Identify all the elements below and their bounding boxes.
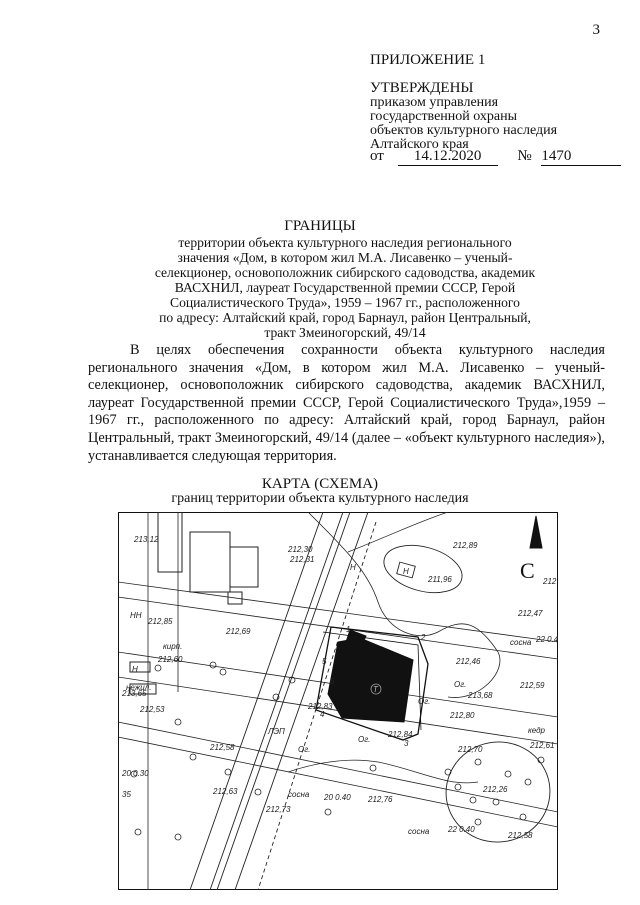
page-number: 3 — [592, 22, 600, 38]
map-label: 20 0.40 — [324, 793, 351, 802]
map-label: кирп. — [163, 642, 183, 651]
map-label: 2 — [421, 633, 426, 642]
date-prefix: от — [370, 148, 384, 164]
map-label: 3 — [404, 739, 409, 748]
map-label: 212,70 — [458, 745, 483, 754]
map-label: 22 0.40 — [448, 825, 475, 834]
heading-line: селекционер, основоположник сибирского садоводства, академик — [154, 265, 536, 280]
map-label: Ог. — [418, 697, 431, 706]
map-label: Н — [403, 567, 409, 576]
map-label: 212,46 — [456, 657, 481, 666]
map-label: 6 — [330, 677, 335, 686]
heading-subtitle — [110, 235, 580, 340]
approval-date: 14.12.2020 — [398, 148, 498, 166]
map-label: кедр — [528, 726, 546, 735]
map-label: 212,63 — [213, 787, 238, 796]
map-label: 213,68 — [468, 691, 493, 700]
approval-title: УТВЕРЖДЕНЫ — [370, 80, 474, 96]
heading-line: тракт Змеиногорский, 49/14 — [264, 325, 426, 340]
map-label: 212,83 — [308, 702, 333, 711]
map-label: 212 — [543, 577, 557, 586]
north-arrow-icon — [530, 516, 542, 548]
map-label: ЛЭП — [268, 727, 285, 736]
map-label: 22 0.4 — [536, 635, 558, 644]
map-label: 212,26 — [483, 785, 508, 794]
map-label: Н — [132, 665, 138, 674]
approval-line: Алтайского края — [370, 137, 469, 152]
map-label: Н — [350, 563, 356, 572]
map-label: Ог. — [454, 680, 467, 689]
map-label: 20 0.30 — [122, 769, 149, 778]
approval-line: приказом управления — [370, 95, 499, 110]
map-label: 211,96 — [428, 575, 452, 584]
map-label: 212,59 — [520, 681, 545, 690]
map-label: 213,12 — [134, 535, 159, 544]
approval-line: объектов культурного наследия — [370, 123, 558, 138]
map-label: 212,85 — [148, 617, 173, 626]
heading-line: территории объекта культурного наследия регионального — [178, 235, 512, 250]
heading-title: ГРАНИЦЫ — [284, 218, 356, 234]
map-label: 1 — [346, 625, 351, 634]
map-label: 212,69 — [226, 627, 251, 636]
map-label: 212,73 — [266, 805, 291, 814]
map-label: сосна — [288, 790, 310, 799]
map-label: 212,58 — [210, 743, 235, 752]
map-label: 212,53 — [140, 705, 165, 714]
map-label: 212,76 — [368, 795, 393, 804]
approval-number: 1470 — [541, 148, 621, 166]
map-label: 212,89 — [453, 541, 478, 550]
map-label: 4 — [320, 710, 325, 719]
map-title: КАРТА (СХЕМА) — [261, 476, 379, 492]
map-label: сосна — [408, 827, 430, 836]
map-subtitle: границ территории объекта культурного наследия — [171, 491, 469, 506]
map-label: 212,80 — [450, 711, 475, 720]
map-label: нежил. — [126, 683, 152, 692]
map-label: Ог. — [358, 735, 371, 744]
body-paragraph — [88, 342, 605, 465]
map-label: Т — [373, 685, 378, 694]
map-label: 212,61 — [530, 741, 555, 750]
number-prefix: № — [517, 148, 532, 164]
map-label: Ог. — [298, 745, 311, 754]
appendix-label: ПРИЛОЖЕНИЕ 1 — [370, 52, 486, 68]
heading-line: Социалистического Труда», 1959 – 1967 гг., расположенного — [170, 295, 520, 310]
map-label: 5 — [322, 657, 327, 666]
map-label: 213,65 — [122, 689, 147, 698]
approval-line: государственной охраны — [370, 109, 518, 124]
map-label: сосна — [510, 638, 532, 647]
heading-line: значения «Дом, в котором жил М.А. Лисавенко – ученый- — [177, 250, 513, 265]
map-label: 212,58 — [508, 831, 533, 840]
map-label: 212,47 — [518, 609, 543, 618]
map-label: 212,60 — [158, 655, 183, 664]
heritage-building — [328, 638, 413, 722]
approval-date-row — [370, 148, 621, 166]
map-label: 35 — [122, 790, 131, 799]
site-map — [118, 512, 558, 890]
heading-line: по адресу: Алтайский край, город Барнаул, район Центральный, — [159, 310, 531, 325]
map-label: 212,31 — [290, 555, 315, 564]
north-label: С — [520, 558, 535, 583]
body-text: В целях обеспечения сохранности объекта культурного наследия регионального значения «Дом, в котором жил М.А. Лисавенко – ученый-селекционер, основоположник сибирского садоводства, академик ВАСХНИЛ, лауреат Государственной премии СССР, Герой Социалистического Труда»,1959 – 1967 гг., расположенного по адресу: Алтайский край, город Барнаул, район Центральный, тракт Змеиногорский, 49/14 (далее – «объект культурного наследия»), устанавливается следующая территория. — [88, 342, 605, 464]
map-label: 212,84 — [388, 730, 413, 739]
approval-block — [370, 96, 557, 152]
heading-line: ВАСХНИЛ, лауреат Государственной премии СССР, Герой — [174, 280, 516, 295]
map-label: НН — [130, 611, 142, 620]
map-label: 212,30 — [288, 545, 313, 554]
